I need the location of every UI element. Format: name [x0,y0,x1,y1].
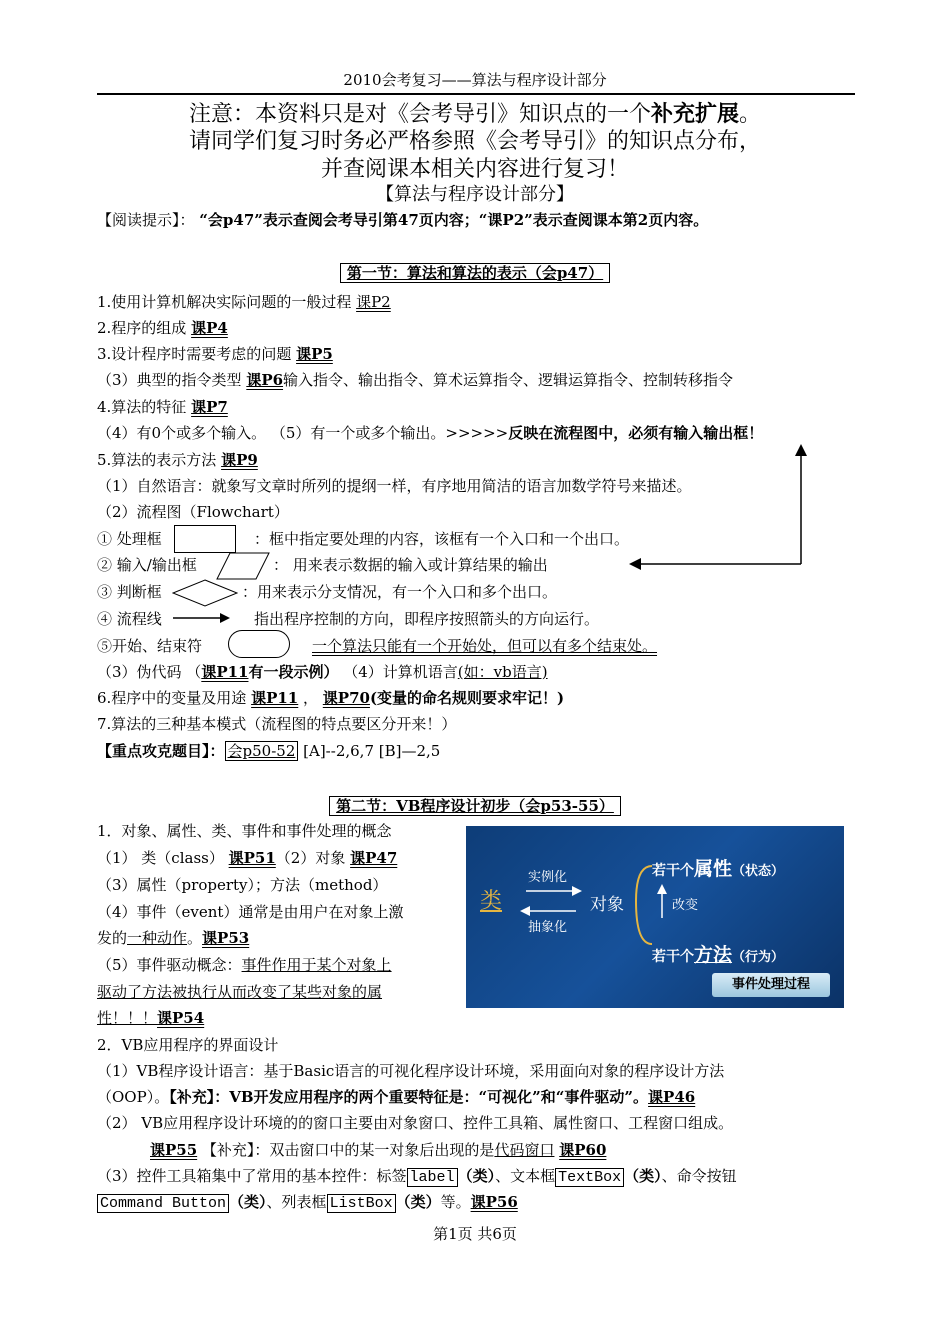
diagram-class-label: 类 [480,889,503,914]
section-main-title: 【算法与程序设计部分】 [376,184,574,205]
s2-l2: （1） 类（class） 课P51（2）对象 课P47 [97,849,398,867]
s1-item-5: 5.算法的表示方法 课P9 [97,451,258,469]
s1-item-3: 3.设计程序时需要考虑的问题 课P5 [97,345,333,363]
s1-key-questions: 【重点攻克题目】： 会p50-52 [A]--2,6,7 [B]—2,5 [97,742,441,760]
s2-l6: （5）事件驱动概念：事件作用于某个对象上 [97,956,392,974]
header-rule [97,93,855,95]
reading-tip: 【阅读提示】： “会p47”表示查阅会考导引第47页内容；“课P2”表示查阅课本第2页内容。 [97,211,709,229]
s1-item-3-3: （3）典型的指令类型 课P6输入指令、输出指令、算术运算指令、逻辑运算指令、控制转移指令 [97,371,734,389]
notice-line-3: 并查阅课本相关内容进行复习！ [320,157,629,182]
flow-io-desc: ： 用来表示数据的输入或计算结果的输出 [273,556,548,574]
flow-arrow-icon [172,610,232,626]
diagram-object: 对象 [590,895,624,915]
diagram-methods: 若干个方法（行为） [652,944,785,966]
flow-line-desc: 指出程序控制的方向，即程序按照箭头的方向运行。 [254,610,600,628]
diagram-abstract: 抽象化 [528,920,568,935]
s1-item-4-45: （4）有0个或多个输入。 （5）有一个或多个输出。>>>>>反映在流程图中，必须有输入输出框！ [97,424,764,442]
s1-item-7: 7.算法的三种基本模式（流程图的特点要区分开来！） [97,715,457,733]
decision-diamond-icon [172,579,238,607]
s2-l4: （4）事件（event）通常是由用户在对象上激 [97,903,404,921]
s2-l10: （1）VB程序设计语言：基于Basic语言的可视化程序设计环境，采用面向对象的程序设计方法 [97,1062,725,1080]
s1-pseudo: （3）伪代码 （课P11有一段示例） （4）计算机语言(如：vb语言) [97,663,548,681]
s2-l15: Command Button （类）、列表框 ListBox （类）等。课P56 [97,1192,518,1214]
class-object-diagram [466,826,844,1008]
s2-l11: （OOP）。【补充】：VB开发应用程序的两个重要特征是：“可视化”和“事件驱动”。课P46 [97,1088,696,1106]
io-parallelogram-icon [216,552,270,580]
flow-terminal-desc: 一个算法只能有一个开始处，但可以有多个结束处。 [312,637,658,655]
s1-item-6: 6.程序中的变量及用途 课P11 ， 课P70(变量的命名规则要求牢记！) [97,689,565,707]
diagram-change: 改变 [672,898,699,913]
page-footer: 第1页 共6页 [433,1225,517,1243]
s2-l3: （3）属性（property）；方法（method） [97,876,388,894]
flow-line-label: ④ 流程线 [97,610,162,628]
connector-arrow-icon [625,440,815,575]
notice-line-2: 请同学们复习时务必严格参照《会考导引》的知识点分布， [188,129,761,154]
process-box-icon [174,525,236,553]
s2-l1: 1．对象、属性、类、事件和事件处理的概念 [97,822,392,840]
s2-l5: 发的一种动作。课P53 [97,929,250,947]
section2-title: 第二节：VB程序设计初步（会p53-55） [0,795,950,816]
diagram-event-handler: 事件处理过程 [712,973,830,997]
s1-item-5-2: （2）流程图（Flowchart） [97,503,289,521]
s2-l14: （3）控件工具箱集中了常用的基本控件：标签 label （类）、文本框 TextBox （类）、命令按钮 [97,1167,737,1186]
s1-item-2: 2.程序的组成 课P4 [97,319,228,337]
s2-l7: 驱动了方法被执行从而改变了某些对象的属 [97,983,383,1001]
s1-item-1: 1.使用计算机解决实际问题的一般过程 课P2 [97,293,391,311]
s2-l9: 2．VB应用程序的界面设计 [97,1036,279,1054]
s2-l13: 课P55 【补充】：双击窗口中的某一对象后出现的是代码窗口 课P60 [150,1141,607,1159]
diagram-attributes: 若干个属性（状态） [652,858,785,880]
flow-process-label: ① 处理框 [97,530,162,548]
flow-terminal-label: ⑤开始、结束符 [97,637,203,655]
s1-item-4: 4.算法的特征 课P7 [97,398,228,416]
flow-decision-label: ③ 判断框 [97,583,162,601]
s2-l8: 性！！！课P54 [97,1009,205,1027]
page-header: 2010会考复习——算法与程序设计部分 [343,71,607,89]
s1-item-5-1: （1）自然语言：就象写文章时所列的提纲一样，有序地用简洁的语言加数学符号来描述。 [97,477,692,495]
flow-process-desc: ：框中指定要处理的内容，该框有一个入口和一个出口。 [254,530,630,548]
section1-title: 第一节：算法和算法的表示（会p47） [0,262,950,283]
diagram-instantiate: 实例化 [528,870,568,885]
notice-line-1: 注意：本资料只是对《会考导引》知识点的一个补充扩展。 [188,101,762,127]
flow-decision-desc: ：用来表示分支情况，有一个入口和多个出口。 [242,583,558,601]
s2-l12: （2） VB应用程序设计环境的的窗口主要由对象窗口、控件工具箱、属性窗口、工程窗口组成。 [97,1114,734,1132]
terminal-rounded-icon [228,630,290,658]
flow-io-label: ② 输入/输出框 [97,556,197,574]
